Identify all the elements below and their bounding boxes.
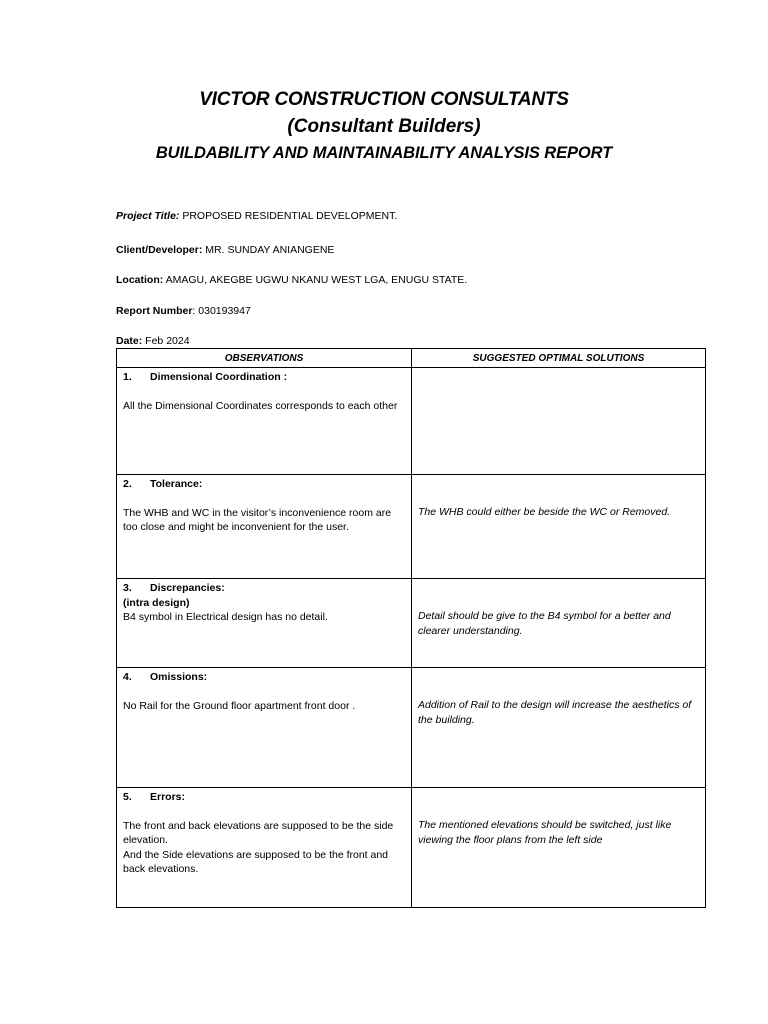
report-number-label: Report Number: [116, 305, 193, 317]
item-number: 3.: [123, 582, 132, 594]
company-name: VICTOR CONSTRUCTION CONSULTANTS: [199, 89, 569, 110]
item-subtitle: (intra design): [123, 596, 190, 609]
item-title: [123, 370, 405, 385]
item-title-text: Omissions:: [150, 671, 208, 683]
item-title: [123, 581, 405, 596]
location-value: AMAGU, AKEGBE UGWU NKANU WEST LGA, ENUGU STATE.: [163, 274, 468, 286]
project-title-value: PROPOSED RESIDENTIAL DEVELOPMENT.: [179, 210, 398, 222]
company-subtitle: (Consultant Builders): [287, 116, 481, 137]
observation-text: B4 symbol in Electrical design has no detail.: [123, 611, 328, 623]
item-title-text: Tolerance:: [150, 478, 203, 490]
table-header-row: [117, 349, 706, 368]
item-title-text: Dimensional Coordination :: [150, 371, 288, 383]
solution-cell: [412, 368, 706, 475]
item-number: 2.: [123, 478, 132, 490]
item-number: 1.: [123, 371, 132, 383]
item-title-text: Errors:: [150, 791, 186, 803]
solutions-header: SUGGESTED OPTIMAL SOLUTIONS: [412, 349, 706, 368]
solution-cell: [412, 475, 706, 579]
observation-cell: [117, 475, 412, 579]
report-number-line: [116, 305, 251, 317]
table-row: [117, 579, 706, 668]
client-value: MR. SUNDAY ANIANGENE: [202, 244, 335, 256]
report-title: BUILDABILITY AND MAINTAINABILITY ANALYSIS REPORT: [155, 144, 613, 162]
observation-text: No Rail for the Ground floor apartment front door .: [123, 699, 356, 712]
observations-header: OBSERVATIONS: [117, 349, 412, 368]
item-number: 4.: [123, 671, 132, 683]
item-title: [123, 670, 405, 685]
table-row: [117, 475, 706, 579]
observation-text: All the Dimensional Coordinates corresponds to each other: [123, 399, 398, 412]
observation-text-continued: And the Side elevations are supposed to be the front and back elevations.: [123, 848, 389, 875]
date-line: [116, 335, 190, 347]
project-title-label: Project Title:: [116, 210, 180, 222]
observation-text: The front and back elevations are supposed to be the side elevation.: [123, 819, 394, 846]
client-line: [116, 244, 334, 256]
date-value: Feb 2024: [142, 335, 190, 347]
observation-cell: [117, 788, 412, 908]
location-line: [116, 274, 467, 286]
report-number-value: : 030193947: [192, 305, 251, 317]
solution-cell: [412, 668, 706, 788]
solution-text: The WHB could either be beside the WC or Removed.: [418, 506, 671, 518]
item-title-text: Discrepancies:: [150, 582, 225, 594]
location-label: Location:: [116, 274, 164, 286]
solution-cell: [412, 788, 706, 908]
observation-text: The WHB and WC in the visitor’s inconvenience room are too close and might be inconvenient for the user.: [123, 506, 392, 533]
table-row: [117, 788, 706, 908]
project-title-line: [116, 210, 397, 222]
item-title: [123, 477, 405, 492]
client-label: Client/Developer:: [116, 244, 203, 256]
item-number: 5.: [123, 791, 132, 803]
date-label: Date:: [116, 335, 143, 347]
table-row: [117, 668, 706, 788]
observation-cell: [117, 368, 412, 475]
observation-cell: [117, 668, 412, 788]
solution-text: The mentioned elevations should be switched, just like viewing the floor plans from the left side: [418, 819, 672, 846]
table-row: [117, 368, 706, 475]
observation-cell: [117, 579, 412, 668]
solution-text: Addition of Rail to the design will increase the aesthetics of the building.: [418, 699, 692, 726]
solution-cell: [412, 579, 706, 668]
item-title: [123, 790, 405, 805]
solution-text: Detail should be give to the B4 symbol for a better and clearer understanding.: [418, 610, 671, 637]
analysis-table: [116, 348, 706, 908]
